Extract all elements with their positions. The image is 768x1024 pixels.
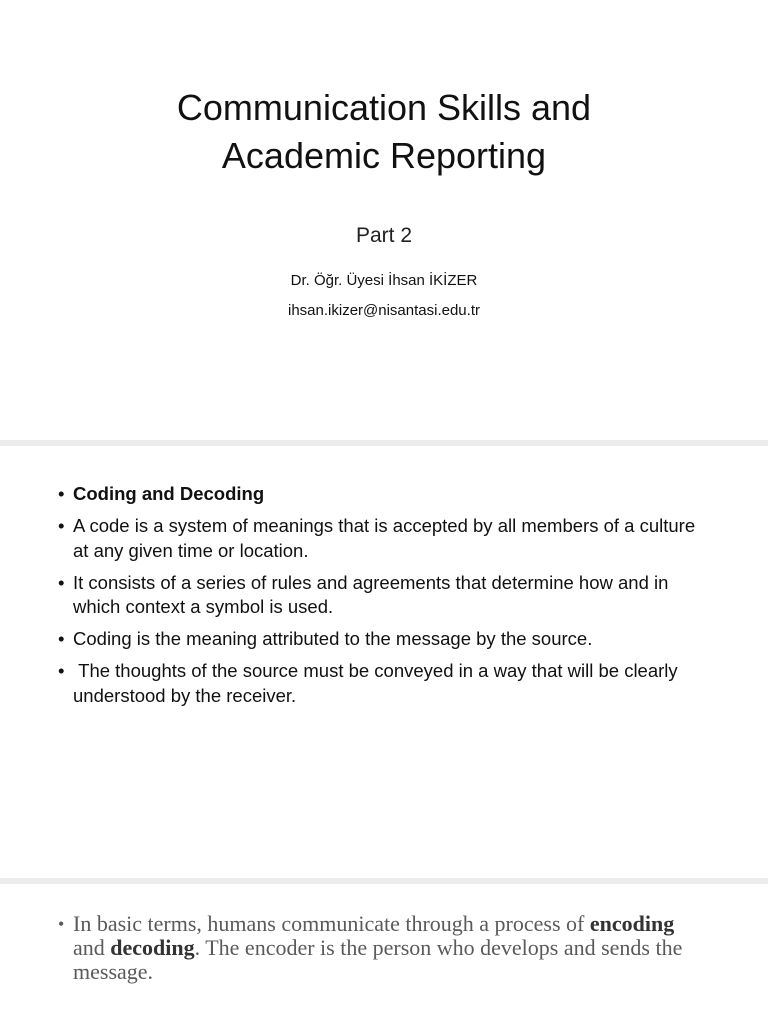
bullet-item (58, 659, 698, 708)
bullet-marker: • (58, 660, 65, 681)
slide-title (0, 84, 768, 180)
coding-decoding-slide (0, 446, 768, 878)
bullet-marker: • (58, 628, 65, 649)
bullet-text: The thoughts of the source must be conveyed in a way that will be clearly understood by the receiver. (73, 660, 683, 706)
bullet-text (73, 912, 698, 984)
bullet-list (58, 482, 701, 716)
bullet-item (58, 627, 698, 652)
emphasis-encoding: encoding (589, 911, 675, 936)
bullet-text: It consists of a series of rules and agreements that determine how and in which context a symbol is used. (73, 571, 674, 617)
text-segment: . The encoder is the person who develops and sends the message. (73, 935, 688, 984)
bullet-text: Coding is the meaning attributed to the message by the source. (73, 628, 593, 649)
bullet-item (58, 514, 701, 563)
bullet-item (58, 571, 698, 620)
text-segment: and (73, 911, 680, 960)
bullet-heading: Coding and Decoding (73, 483, 265, 504)
emphasis-decoding: decoding (110, 935, 195, 960)
encoding-slide (0, 884, 768, 1024)
bullet-marker: • (58, 914, 65, 934)
bullet-marker: • (58, 515, 65, 536)
slide-title-line-1: Communication Skills and (176, 87, 592, 128)
author-email: ihsan.ikizer@nisantasi.edu.tr (288, 302, 480, 319)
slide-title-line-2: Academic Reporting (221, 135, 547, 176)
bullet-item (58, 912, 698, 984)
author-name: Dr. Öğr. Üyesi İhsan İKİZER (290, 272, 478, 289)
bullet-marker: • (58, 483, 65, 504)
bullet-marker: • (58, 571, 65, 593)
bullet-text: A code is a system of meanings that is accepted by all members of a culture at any given time or location. (73, 515, 701, 561)
bullet-item (58, 482, 698, 507)
title-slide (0, 0, 768, 440)
slide-subtitle: Part 2 (355, 224, 413, 247)
text-segment: In basic terms, humans communicate through a process of (73, 911, 590, 936)
